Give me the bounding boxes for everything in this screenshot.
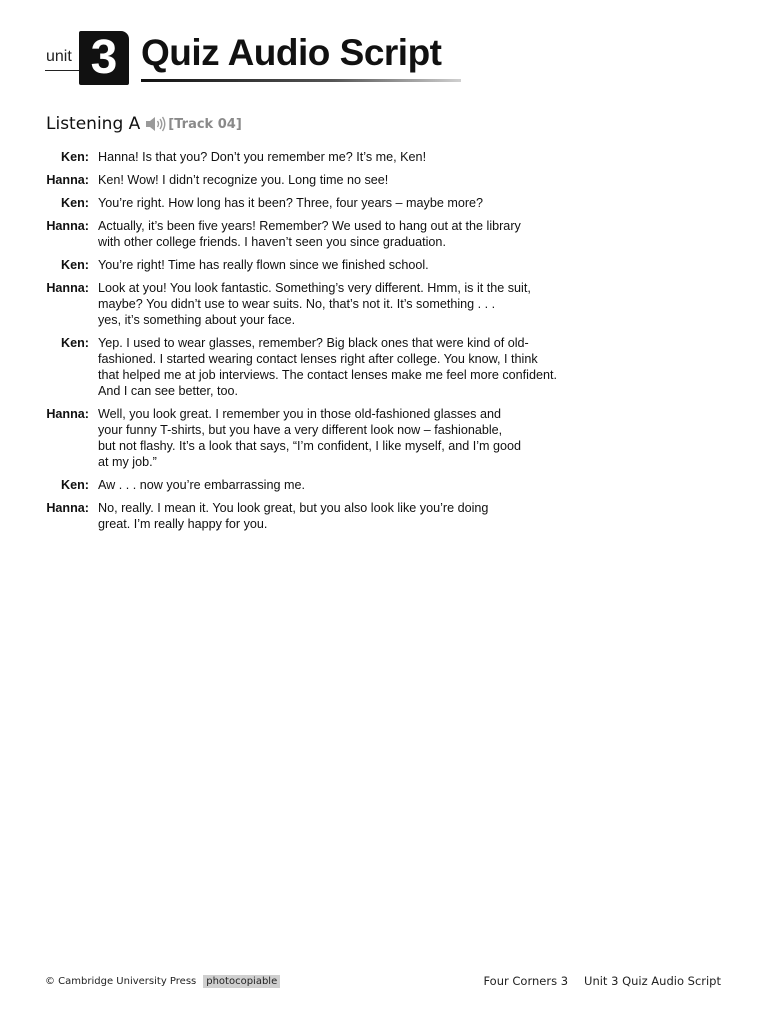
speech-line: yes, it’s something about your face. (98, 313, 296, 327)
speech-text (98, 172, 588, 188)
speech-line: No, really. I mean it. You look great, but you also look like you’re doing (98, 501, 489, 515)
book-title: Four Corners 3 (483, 974, 569, 988)
speech-line: And I can see better, too. (98, 384, 239, 398)
speech-text (98, 500, 588, 532)
speech-line: Actually, it’s been five years! Remember? We used to hang out at the library (98, 219, 521, 233)
speech-text (98, 406, 588, 470)
unit-label: unit (46, 48, 72, 65)
speech-text (98, 477, 588, 493)
speech-text (98, 280, 588, 328)
copyright-text: © Cambridge University Press (45, 976, 197, 987)
dialogue-line (0, 335, 700, 399)
speech-line: at my job.” (98, 455, 157, 469)
dialogue-line (0, 477, 700, 493)
section-heading (46, 114, 242, 134)
speech-text (98, 149, 588, 165)
document-title: Unit 3 Quiz Audio Script (584, 974, 721, 988)
dialogue-line (0, 280, 700, 328)
speech-line: with other college friends. I haven’t seen you since graduation. (98, 235, 446, 249)
speech-line: maybe? You didn’t use to wear suits. No, that’s not it. It’s something . . . (98, 297, 496, 311)
speaker-name: Ken: (61, 258, 89, 272)
speaker-name: Ken: (61, 478, 89, 492)
speech-line: Aw . . . now you’re embarrassing me. (98, 478, 305, 492)
speech-line: that helped me at job interviews. The contact lenses make me feel more confident. (98, 368, 557, 382)
dialogue-line (0, 172, 700, 188)
page-title: Quiz Audio Script (141, 32, 442, 73)
speech-line: your funny T-shirts, but you have a very different look now – fashionable, (98, 423, 503, 437)
speaker-name: Hanna: (46, 281, 89, 295)
section-title: Listening A (46, 114, 141, 134)
speech-text (98, 257, 588, 273)
photocopiable-badge: photocopiable (203, 975, 280, 988)
speech-text (98, 335, 588, 399)
footer-left (45, 975, 280, 988)
speaker-icon (144, 115, 166, 133)
speaker-name: Ken: (61, 196, 89, 210)
speech-line: fashioned. I started wearing contact lenses right after college. You know, I think (98, 352, 538, 366)
speech-line: You’re right! Time has really flown since we finished school. (98, 258, 429, 272)
speech-line: Look at you! You look fantastic. Something’s very different. Hmm, is it the suit, (98, 281, 531, 295)
speech-line: great. I’m really happy for you. (98, 517, 268, 531)
speech-line: Yep. I used to wear glasses, remember? Big black ones that were kind of old- (98, 336, 529, 350)
speech-text (98, 218, 588, 250)
dialogue-line (0, 218, 700, 250)
speech-line: but not flashy. It’s a look that says, “I’m confident, I like myself, and I’m good (98, 439, 522, 453)
audio-script (0, 149, 700, 539)
dialogue-line (0, 500, 700, 532)
unit-underline (45, 70, 79, 71)
dialogue-line (0, 257, 700, 273)
speaker-name: Hanna: (46, 219, 89, 233)
dialogue-line (0, 195, 700, 211)
dialogue-line (0, 149, 700, 165)
speech-line: Ken! Wow! I didn’t recognize you. Long time no see! (98, 173, 389, 187)
unit-number-badge: 3 (79, 31, 129, 85)
speech-line: Well, you look great. I remember you in those old-fashioned glasses and (98, 407, 501, 421)
speech-line: You’re right. How long has it been? Three, four years – maybe more? (98, 196, 484, 210)
speech-text (98, 195, 588, 211)
speaker-name: Hanna: (46, 407, 89, 421)
title-rule (141, 79, 461, 82)
speaker-name: Hanna: (46, 173, 89, 187)
speaker-name: Ken: (61, 336, 89, 350)
page-header (45, 28, 465, 88)
speaker-name: Hanna: (46, 501, 89, 515)
speaker-name: Ken: (61, 150, 89, 164)
track-label: [Track 04] (168, 116, 242, 132)
dialogue-line (0, 406, 700, 470)
speech-line: Hanna! Is that you? Don’t you remember me? It’s me, Ken! (98, 150, 427, 164)
footer-right (483, 974, 721, 988)
